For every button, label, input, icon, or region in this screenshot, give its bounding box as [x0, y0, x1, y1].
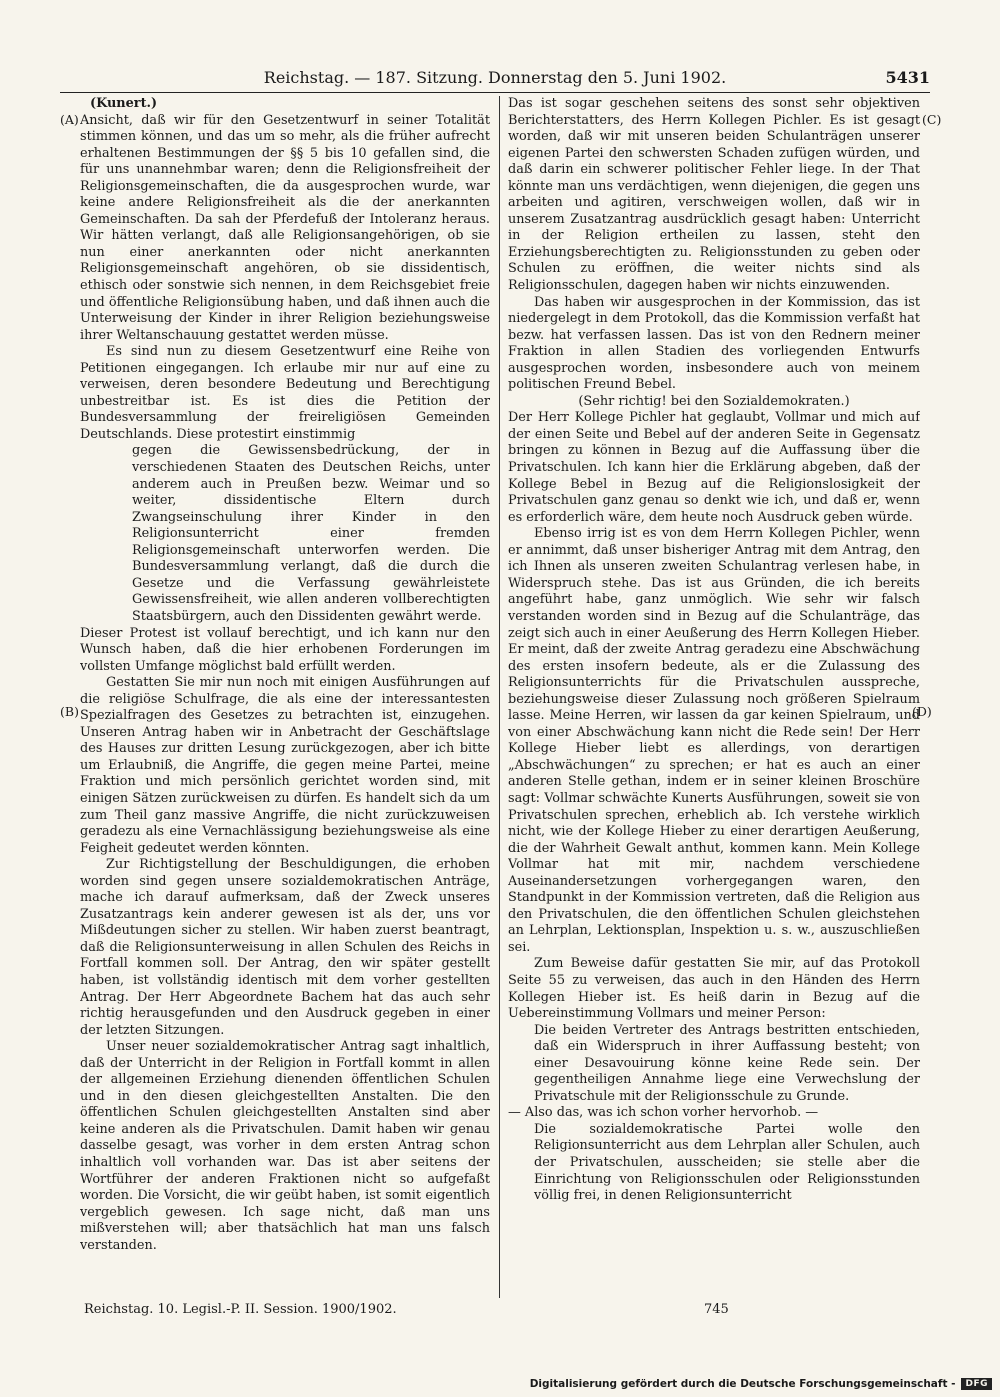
speaker-name: (Kunert.) [90, 96, 158, 111]
paragraph: Es sind nun zu diesem Gesetzentwurf eine Reihe von Petitionen eingegangen. Ich erlaube mir nur auf eine zu verweisen, deren besondere Bedeutung und Berechtigung unbestreitbar ist. Es ist dies die Petition der Bundesversammlung der freireligiösen Gemeinden Deutschlands. Diese protestirt einstimmig [80, 344, 490, 442]
page-number: 5431 [885, 68, 930, 87]
interjection: (Sehr richtig! bei den Sozialdemokraten.) [578, 393, 850, 409]
paragraph: Dieser Protest ist vollauf berechtigt, und ich kann nur den Wunsch haben, daß die hier erhobenen Forderungen im vollsten Umfange möglichst bald erfüllt werden. [80, 625, 490, 674]
margin-mark-d: (D) [912, 704, 932, 719]
digitization-credit [530, 1378, 992, 1390]
block-quote: gegen die Gewissensbedrückung, der in verschiedenen Staaten des Deutschen Reichs, unter anderem auch in Preußen bezw. Weimar und so weiter, dissidentische Eltern durch Zwangseinschulung ihrer Kinder in den Religionsunterricht einer fremden Religionsgemeinschaft unterworfen werden. Die Bundesversammlung verlangt, daß die durch die Gesetze und die Verfassung gewährleistete Gewissensfreiheit, wie allen anderen vollberechtigten Staatsbürgern, auch den Dissidenten gewährt werde. [132, 443, 490, 624]
paragraph: — Also das, was ich schon vorher hervorhob. — [508, 1105, 819, 1121]
paragraph: Der Herr Kollege Pichler hat geglaubt, Vollmar und mich auf der einen Seite und Bebel auf der anderen Seite in Gegensatz bringen zu können in Bezug auf die Auffassung über die Privatschulen. Ich kann hier die Erklärung abgeben, daß der Kollege Bebel in Bezug auf die Religionslosigkeit der Privatschulen ganz genau so denkt wie ich, und daß er, wenn es erforderlich wäre, dem heute noch Ausdruck geben würde. [508, 410, 920, 525]
footer-left: Reichstag. 10. Legisl.-P. II. Session. 1900/1902. [84, 1302, 397, 1317]
block-quote: Die beiden Vertreter des Antrags bestritten entschieden, daß ein Widerspruch in ihrer Auffassung besteht; von einer Desavouirung könne keine Rede sein. Der gegentheiligen Annahme liege eine Verwechslung der Privatschule mit der Religionsschule zu Grunde. [534, 1022, 920, 1104]
credit-text: Digitalisierung gefördert durch die Deutsche Forschungsgemeinschaft - [529, 1378, 956, 1390]
dfg-logo: DFG [961, 1378, 992, 1390]
paragraph: Ebenso irrig ist es von dem Herrn Kollegen Pichler, wenn er annimmt, daß unser bisheriger Antrag mit dem Antrag, den ich Ihnen als unseren zweiten Schulantrag verlesen habe, in Widerspruch stehe. Das ist aus Gründen, die ich bereits angeführt habe, ganz unmöglich. Wie sehr wir falsch verstanden worden sind in Bezug auf die Schulanträge, das zeigt sich auch in einer Aeußerung des Herrn Kollegen Hieber. Er meint, daß der zweite Antrag geradezu eine Abschwächung des ersten insofern bedeute, als er die Zulassung des Religionsunterrichts für die Privatschulen ausspreche, beziehungsweise dieser Zulassung noch größeren Spielraum lasse. Meine Herren, wir lassen da gar keinen Spielraum, und von einer Abschwächung kann nicht die Rede sein! Der Herr Kollege Hieber liebt es allerdings, von derartigen „Abschwächungen“ zu sprechen; er hat es auch an einer anderen Stelle gethan, indem er in seiner kleinen Broschüre sagt: Vollmar schwächte Kunerts Ausführungen, soweit sie von Privatschulen sprechen, erheblich ab. Ich verstehe wirklich nicht, wie der Kollege Hieber zu einer derartigen Aeußerung, die der Wahrheit Gewalt anthut, kommen kann. Mein Kollege Vollmar hat mit mir, nachdem verschiedene Auseinandersetzungen vorhergegangen waren, den Standpunkt in der Kommission vertreten, daß die Religion aus den Privatschulen, die den öffentlichen Schulen gleichstehen an Lehrplan, Lektionsplan, Inspektion u. s. w., auszuschließen sei. [508, 526, 920, 955]
running-title: Reichstag. — 187. Sitzung. Donnerstag den 5. Juni 1902. [263, 68, 727, 87]
margin-mark-a: (A) [60, 112, 79, 127]
margin-mark-b: (B) [60, 704, 79, 719]
paragraph: Ansicht, daß wir für den Gesetzentwurf in seiner Totalität stimmen können, und das um so mehr, als die früher aufrecht erhaltenen Bestimmungen der §§ 5 bis 10 gefallen sind, die für uns unannehmbar waren; denn die Religionsfreiheit der Religionsgemeinschaften, die da ausgesprochen wurde, war keine andere Religionsfreiheit als die der anerkannten Gemeinschaften. Da sah der Pferdefuß der Intoleranz heraus. Wir hätten verlangt, daß alle Religionsangehörigen, ob sie nun einer anerkannten oder nicht anerkannten Religionsgemeinschaft angehören, ob sie dissidentisch, ethisch oder sonstwie sich nennen, in dem Reichsgebiet freie und öffentliche Religionsübung haben, und daß ihnen auch die Unterweisung der Kinder in ihrer Religion beziehungsweise ihrer Weltanschauung gestattet werden müsse. [80, 112, 490, 343]
block-quote: Die sozialdemokratische Partei wolle den Religionsunterricht aus dem Lehrplan aller Schulen, auch der Privatschulen, ausscheiden; sie stelle aber die Einrichtung von Religionsschulen oder Religionsstunden völlig frei, in denen Religionsunterricht [534, 1121, 920, 1204]
paragraph: Zur Richtigstellung der Beschuldigungen, die erhoben worden sind gegen unsere sozialdemokratischen Anträge, mache ich darauf aufmerksam, daß der Zweck unseres Zusatzantrags kein anderer gewesen ist als der, uns vor Mißdeutungen sicher zu stellen. Wir haben zuerst beantragt, daß die Religionsunterweisung in allen Schulen des Reichs in Fortfall kommen soll. Der Antrag, den wir später gestellt haben, ist vollständig identisch mit dem vorher gestellten Antrag. Der Herr Abgeordnete Bachem hat das auch sehr richtig herausgefunden und den Ausdruck gegeben in einer der letzten Sitzungen. [80, 857, 490, 1038]
right-column [508, 96, 920, 1298]
margin-mark-c: (C) [922, 112, 942, 127]
footer-signature: 745 [704, 1302, 729, 1317]
paragraph: Unser neuer sozialdemokratischer Antrag sagt inhaltlich, daß der Unterricht in der Religion in Fortfall kommt in allen der allgemeinen Erziehung dienenden öffentlichen Schulen und in den diesen gleichgestellten Anstalten. Die den öffentlichen Schulen gleichgestellten Anstalten sind aber keine anderen als die Privatschulen. Damit haben wir genau dasselbe gesagt, was vorher in dem ersten Antrag schon inhaltlich voll vorhanden war. Das ist aber seitens der Wortführer der anderen Fraktionen nicht so aufgefaßt worden. Die Vorsicht, die wir geübt haben, ist somit eigentlich vergeblich gewesen. Ich sage nicht, daß man uns mißverstehen will; aber thatsächlich hat man uns falsch verstanden. [80, 1039, 490, 1253]
paragraph: Gestatten Sie mir nun noch mit einigen Ausführungen auf die religiöse Schulfrage, die als eine der interessantesten Spezialfragen des Gesetzes zu betrachten ist, einzugehen. Unseren Antrag haben wir in Anbetracht der Geschäftslage des Hauses zur dritten Lesung zurückgezogen, aber ich bitte um Erlaubniß, die Angriffe, die gegen meine Partei, meine Fraktion und mich persönlich gerichtet worden sind, mit einigen Sätzen zurückweisen zu dürfen. Es handelt sich da um zum Theil ganz massive Angriffe, die nicht zurückzuweisen geradezu als eine Vernachlässigung beziehungsweise als eine Feigheit gedeutet werden könnten. [80, 675, 490, 856]
column-divider [499, 96, 500, 1298]
paragraph: Zum Beweise dafür gestatten Sie mir, auf das Protokoll Seite 55 zu verweisen, das auch in den Händen des Herrn Kollegen Hieber ist. Es heiß darin in Bezug auf die Uebereinstimmung Vollmars und meiner Person: [508, 956, 920, 1022]
paragraph: Das ist sogar geschehen seitens des sonst sehr objektiven Berichterstatters, des Herrn Kollegen Pichler. Es ist gesagt worden, daß wir mit unseren beiden Schulanträgen unserer eigenen Partei den schwersten Schaden zufügen würden, und daß darin ein schwerer politischer Fehler liege. In der That könnte man uns verdächtigen, wenn diejenigen, die gegen uns arbeiten und agitiren, verschweigen wollen, daß wir in unserem Zusatzantrag ausdrücklich gesagt haben: Unterricht in der Religion ertheilen zu lassen, steht den Erziehungsberechtigten zu. Religionsstunden zu geben oder Schulen zu eröffnen, die weiter nichts sind als Religionsschulen, dagegen haben wir nichts einzuwenden. [508, 96, 920, 294]
left-column [80, 96, 490, 1298]
paragraph: Das haben wir ausgesprochen in der Kommission, das ist niedergelegt in dem Protokoll, das die Kommission verfaßt hat bezw. hat verfassen lassen. Das ist von den Rednern meiner Fraktion in allen Stadien des vorliegenden Entwurfs ausgesprochen worden, insbesondere auch von meinem politischen Freund Bebel. [508, 294, 920, 393]
header-rule [60, 92, 930, 93]
running-header [60, 66, 930, 90]
